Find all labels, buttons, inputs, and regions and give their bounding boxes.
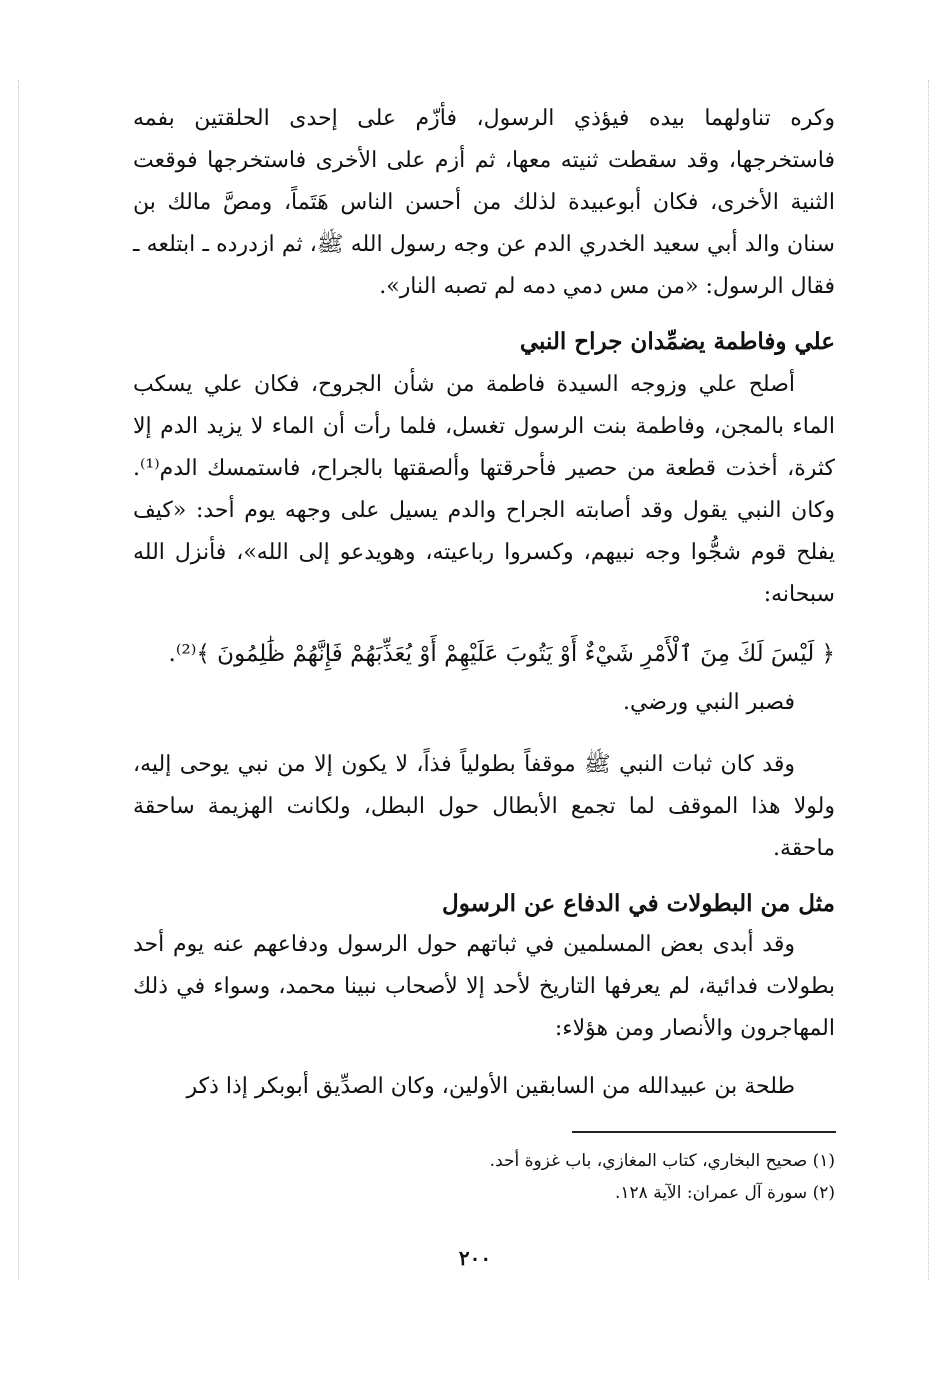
paragraph-text: وقد أبدى بعض المسلمين في ثباتهم حول الرسول ودفاعهم عنه يوم أحد بطولات فدائية، لم يعرفها التاريخ لأحد إلا لأصحاب نبينا محمد، وسواء في ذلك المهاجرون والأنصار ومن هؤلاء:: [133, 932, 835, 1041]
verse-conclusion: [133, 682, 835, 724]
paragraph-text: فصبر النبي ورضي.: [622, 690, 795, 715]
scan-margin-dots: [18, 80, 19, 1280]
paragraph-text: وكره تناولهما بيده فيؤذي الرسول، فأزّم على إحدى الحلقتين بفمه فاستخرجها، وقد سقطت ثنيته معها، ثم أزم على الأخرى فاستخرجها فوقعت الثنية الأخرى، فكان أبوعبيدة لذلك من أحسن الناس هَتَماً، ومصَّ مالك بن سنان والد أبي سعيد الخدري الدم عن وجه رسول الله ﷺ، ثم ازدرده ـ ابتلعه ـ فقال الرسول: «من مس دمي دمه لم تصبه النار».: [133, 106, 835, 299]
footnote: (١) صحيح البخاري، كتاب المغازي، باب غزوة أحد.: [489, 1151, 835, 1171]
paragraph-text: وقد كان ثبات النبي ﷺ موقفاً بطولياً فذاً، لا يكون إلا من نبي يوحى إليه، ولولا هذا الموقف لما تجمع الأبطال حول البطل، ولكانت الهزيمة ساحقة ماحقة.: [133, 752, 835, 861]
body-paragraph-3: [133, 744, 835, 870]
scan-margin-dots: [928, 80, 929, 1280]
quran-verse: ﴿ لَيْسَ لَكَ مِنَ ٱلْأَمْرِ شَيْءٌ أَوْ يَتُوبَ عَلَيْهِمْ أَوْ يُعَذِّبَهُمْ فَإِنَّهُمْ ظَٰلِمُونَ ﴾⁽²⁾.: [168, 641, 835, 667]
paragraph-text: أصلح علي وزوجه السيدة فاطمة من شأن الجروح، فكان علي يسكب الماء بالمجن، وفاطمة بنت الرسول تغسل، فلما رأت أن الماء لا يزيد الدم إلا كثرة، أخذت قطعة من حصير فأحرقتها وألصقتها بالجراح، فاستمسك الدم⁽¹⁾. وكان النبي يقول وقد أصابته الجراح والدم يسيل على وجهه يوم أحد: «كيف يفلح قوم شجُّوا وجه نبيهم، وكسروا رباعيته، وهويدعو إلى الله»، فأنزل الله سبحانه:: [133, 372, 835, 607]
footnotes: [133, 1145, 835, 1209]
section-heading: علي وفاطمة يضمِّدان جراح النبي: [519, 328, 835, 355]
section-heading: مثل من البطولات في الدفاع عن الرسول: [442, 890, 835, 917]
body-paragraph-4: [133, 924, 835, 1050]
body-paragraph-2: [133, 364, 835, 616]
footnote: (٢) سورة آل عمران: الآية ١٢٨.: [614, 1183, 835, 1203]
body-paragraph-1: [133, 98, 835, 308]
footnote-divider: [572, 1131, 836, 1133]
body-paragraph-5: [133, 1066, 835, 1108]
paragraph-text: طلحة بن عبيدالله من السابقين الأولين، وكان الصدِّيق أبوبكر إذا ذكر: [186, 1074, 795, 1099]
page-number: ٢٠٠: [458, 1246, 492, 1270]
